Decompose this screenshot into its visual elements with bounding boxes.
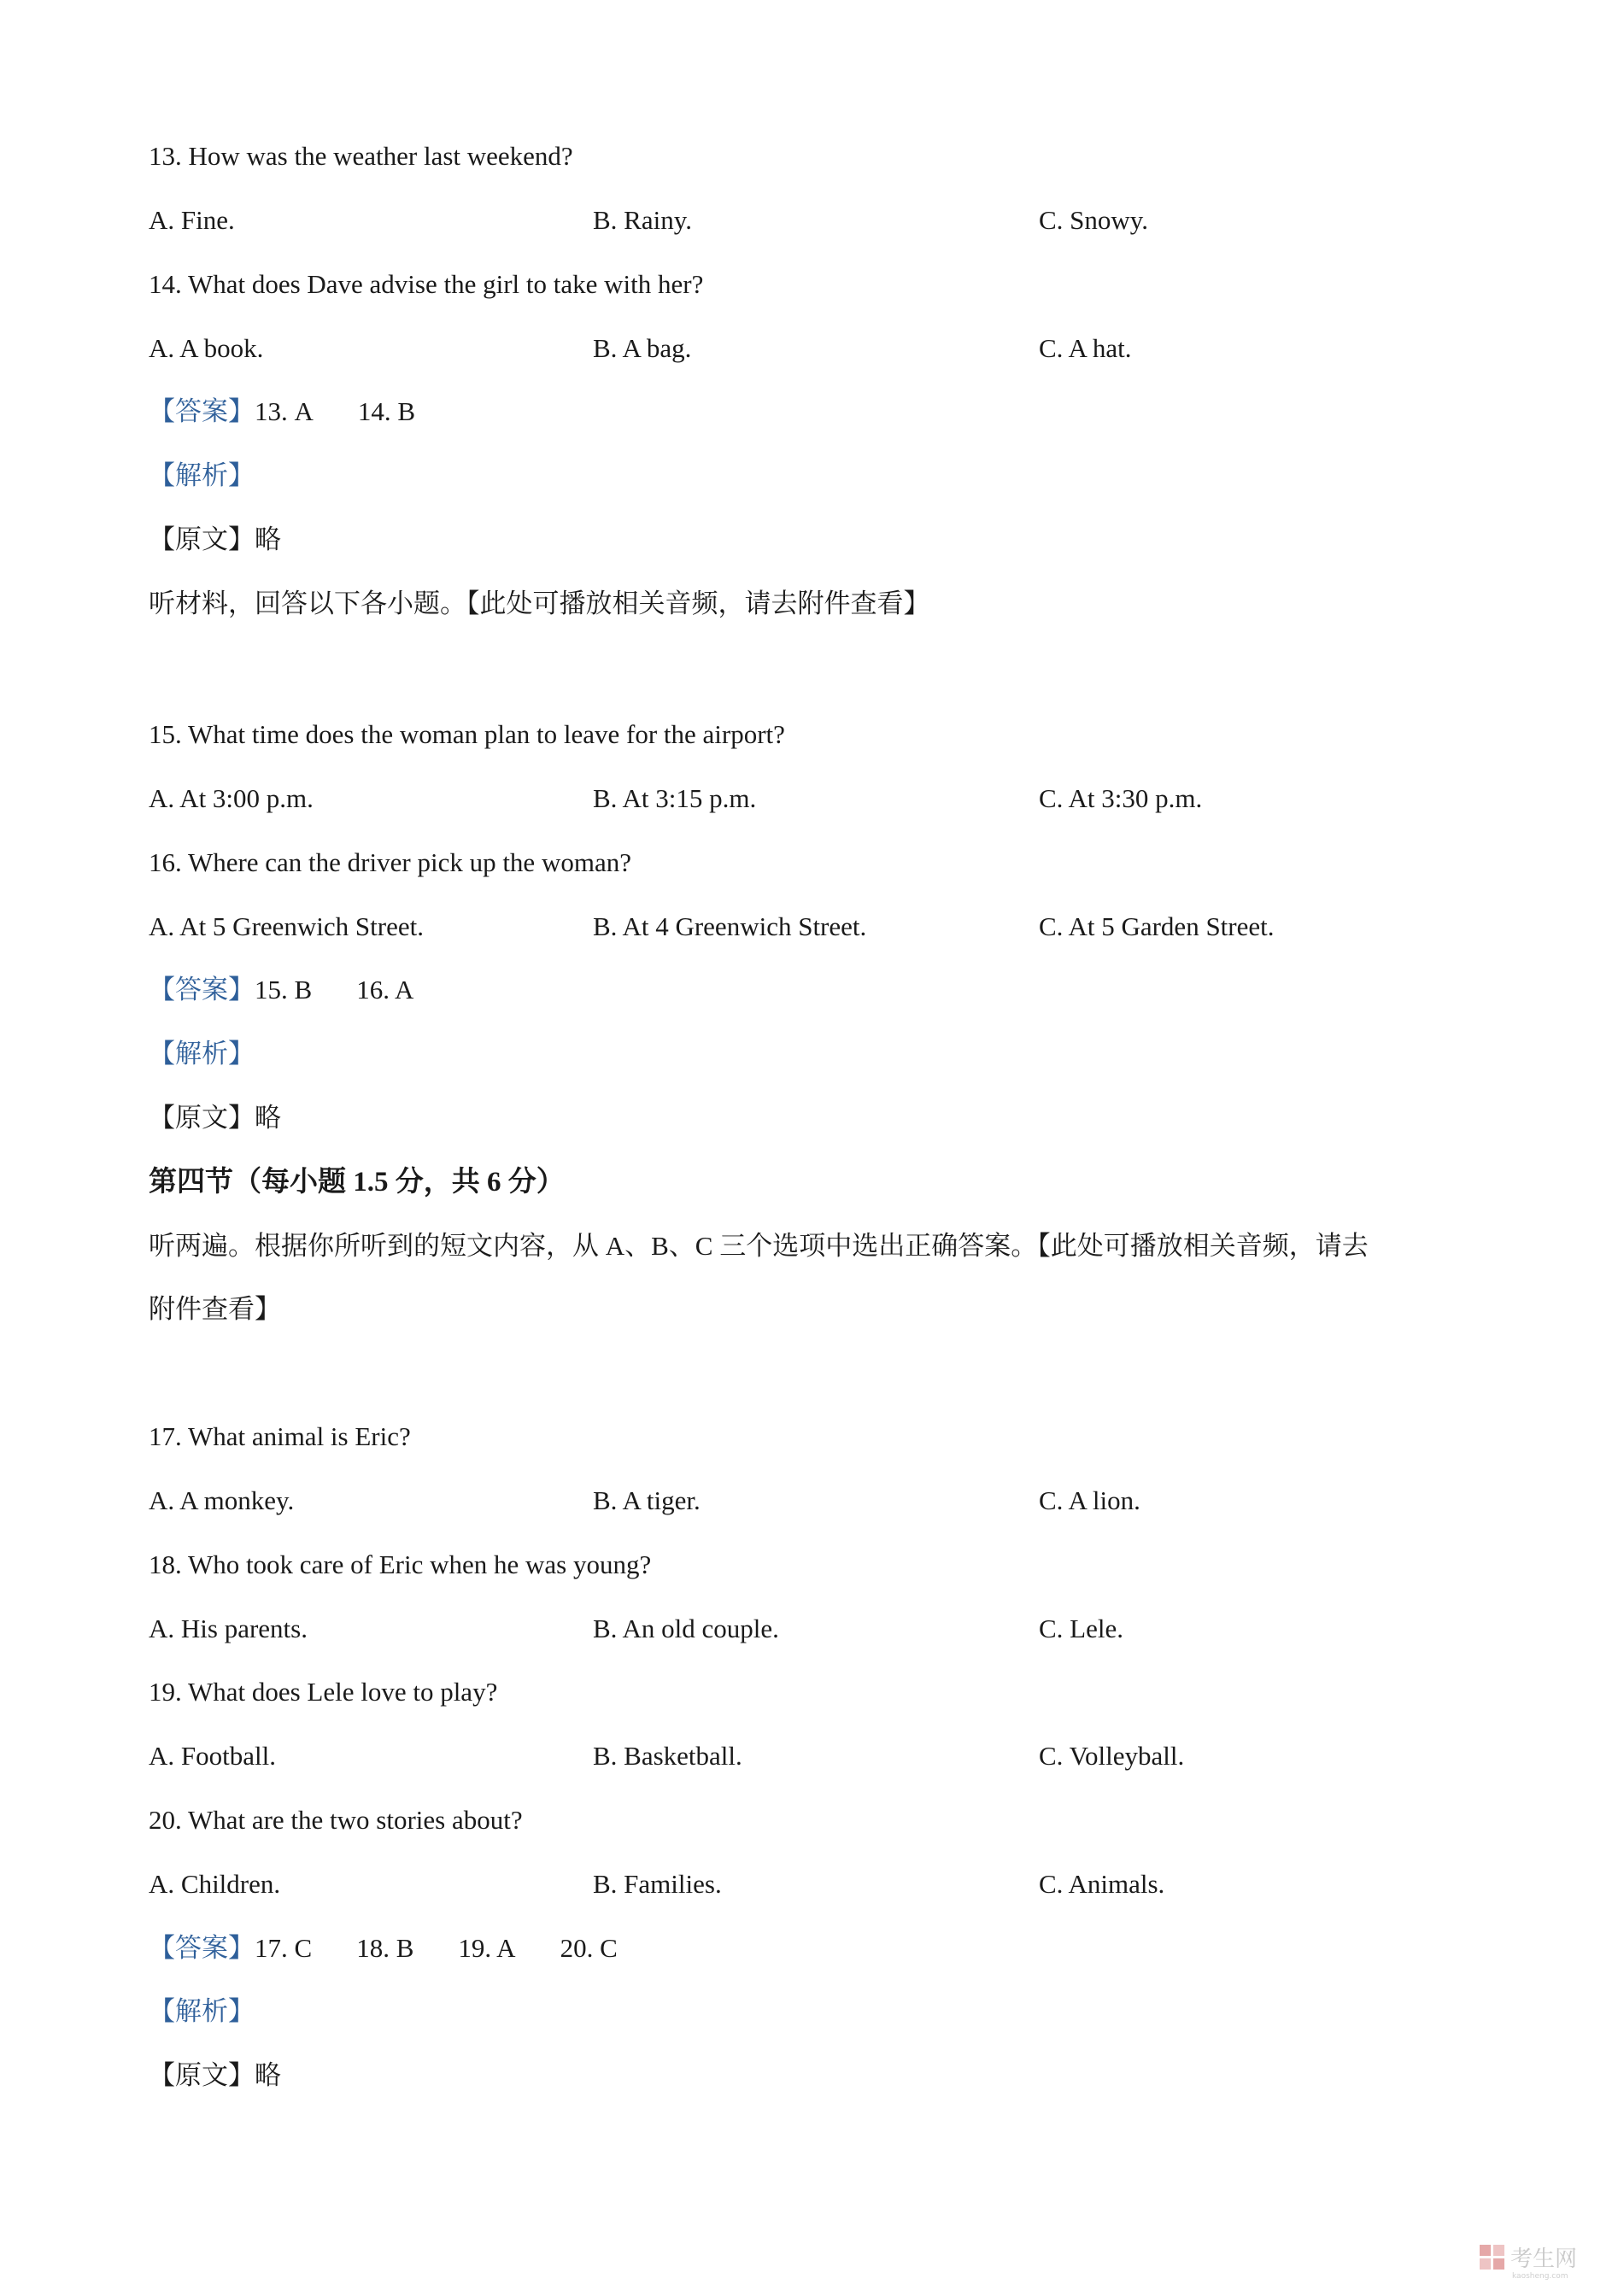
analysis-tag-2: 【解析】: [149, 1039, 255, 1069]
answer-tag: 【答案】: [149, 396, 255, 426]
original-tag: 【原文】: [149, 524, 255, 554]
section-instruction-line2: 附件查看】: [149, 1294, 281, 1324]
answer-line-2: [149, 969, 413, 1011]
original-text: 略: [255, 524, 281, 554]
question-19: 19. What does Lele love to play?: [149, 1677, 498, 1707]
option-16-a: A. At 5 Greenwich Street.: [149, 911, 424, 941]
answer-item: 19. A: [458, 1933, 516, 1963]
option-19-b: B. Basketball.: [593, 1741, 742, 1771]
original-text: 略: [255, 2060, 281, 2090]
option-17-c: C. A lion.: [1039, 1485, 1140, 1515]
options-13: [149, 199, 1481, 242]
options-17: [149, 1479, 1481, 1522]
option-16-c: C. At 5 Garden Street.: [1039, 911, 1275, 941]
option-15-b: B. At 3:15 p.m.: [593, 783, 757, 813]
original-text: 略: [255, 1103, 281, 1133]
option-18-b: B. An old couple.: [593, 1614, 779, 1643]
option-13-b: B. Rainy.: [593, 205, 692, 235]
option-17-b: B. A tiger.: [593, 1485, 701, 1515]
options-18: [149, 1608, 1481, 1650]
original-line-3: [149, 2054, 281, 2097]
options-16: [149, 905, 1481, 948]
option-19-c: C. Volleyball.: [1039, 1741, 1185, 1771]
analysis-tag-3: 【解析】: [149, 1996, 255, 2026]
option-14-c: C. A hat.: [1039, 333, 1132, 363]
option-14-b: B. A bag.: [593, 333, 692, 363]
section-instruction-line1: 听两遍。根据你所听到的短文内容，从 A、B、C 三个选项中选出正确答案。【此处可播放相关音频，请去: [149, 1231, 1369, 1261]
watermark-text: 考生网: [1510, 2246, 1578, 2272]
option-15-a: A. At 3:00 p.m.: [149, 783, 314, 813]
watermark: [1478, 2240, 1606, 2282]
answer-tag: 【答案】: [149, 975, 255, 1004]
answer-item: 20. C: [560, 1933, 618, 1963]
original-line-2: [149, 1097, 281, 1139]
answer-item: 16. A: [356, 975, 414, 1004]
original-line-1: [149, 518, 281, 561]
original-tag: 【原文】: [149, 1103, 255, 1133]
question-15: 15. What time does the woman plan to leave for the airport?: [149, 719, 785, 749]
question-16: 16. Where can the driver pick up the woman?: [149, 847, 631, 877]
option-18-c: C. Lele.: [1039, 1614, 1123, 1643]
question-13: 13. How was the weather last weekend?: [149, 141, 573, 171]
answer-tag: 【答案】: [149, 1933, 255, 1963]
options-19: [149, 1735, 1481, 1778]
section-heading: 第四节（每小题 1.5 分，共 6 分）: [149, 1167, 565, 1198]
option-19-a: A. Football.: [149, 1741, 276, 1771]
options-20: [149, 1863, 1481, 1906]
question-20: 20. What are the two stories about?: [149, 1805, 523, 1835]
option-14-a: A. A book.: [149, 333, 264, 363]
question-17: 17. What animal is Eric?: [149, 1421, 411, 1451]
document-page: [149, 0, 1481, 2296]
answer-item: 18. B: [356, 1933, 414, 1963]
answer-item: 14. B: [357, 396, 416, 426]
option-13-c: C. Snowy.: [1039, 205, 1149, 235]
option-20-b: B. Families.: [593, 1869, 722, 1899]
question-14: 14. What does Dave advise the girl to take with her?: [149, 269, 704, 299]
original-tag: 【原文】: [149, 2060, 255, 2090]
options-14: [149, 327, 1481, 370]
answer-line-1: [149, 390, 415, 433]
answer-item: 15. B: [255, 975, 313, 1004]
analysis-tag-1: 【解析】: [149, 460, 255, 490]
answer-item: 17. C: [255, 1933, 313, 1963]
option-16-b: B. At 4 Greenwich Street.: [593, 911, 867, 941]
listening-instruction-1: 听材料，回答以下各小题。【此处可播放相关音频，请去附件查看】: [149, 589, 930, 618]
option-18-a: A. His parents.: [149, 1614, 308, 1643]
question-18: 18. Who took care of Eric when he was young?: [149, 1549, 652, 1579]
option-20-c: C. Animals.: [1039, 1869, 1165, 1899]
option-20-a: A. Children.: [149, 1869, 281, 1899]
option-13-a: A. Fine.: [149, 205, 235, 235]
options-15: [149, 777, 1481, 820]
answer-item: 13. A: [255, 396, 314, 426]
option-15-c: C. At 3:30 p.m.: [1039, 783, 1203, 813]
kaosheng-logo-icon: [1478, 2240, 1606, 2282]
option-17-a: A. A monkey.: [149, 1485, 295, 1515]
answer-line-3: [149, 1927, 618, 1970]
watermark-subtext: kaosheng.com: [1512, 2272, 1568, 2281]
